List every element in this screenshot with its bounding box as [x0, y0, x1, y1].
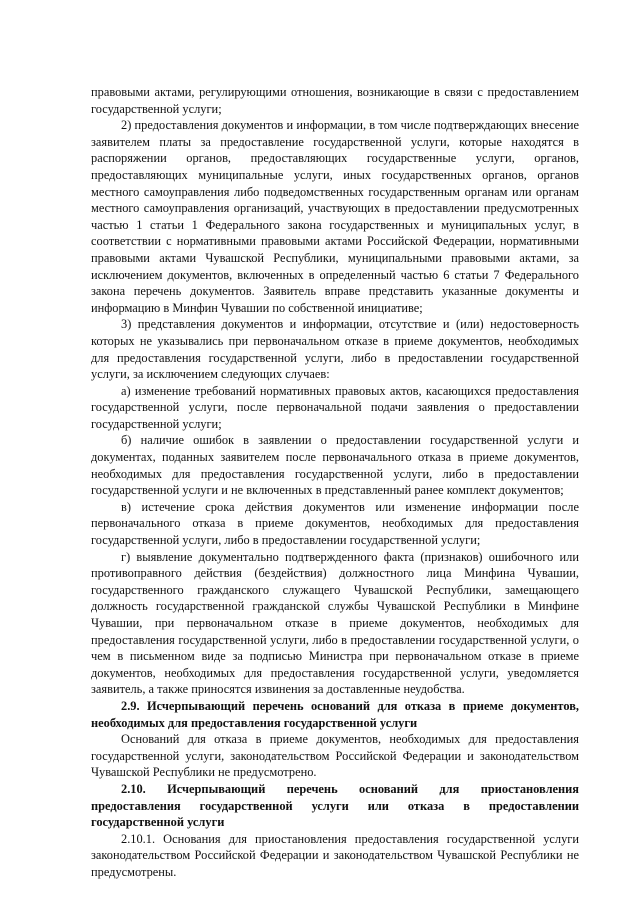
- paragraph-item-3: 3) представления документов и информации, отсутствие и (или) недостоверность которых не указывались при первоначальном отказе в приеме документов, необходимых для предоставления государственной услуги, либо в предоставлении государственной услуги, за исключением следующих случаев:: [91, 317, 579, 382]
- document-page: [91, 84, 579, 881]
- section-heading-2-9: 2.9. Исчерпывающий перечень оснований для отказа в приеме документов, необходимых для предоставления государственной услуги: [91, 698, 579, 730]
- paragraph-subitem-b: б) наличие ошибок в заявлении о предоставлении государственной услуги и документах, поданных заявителем после первоначального отказа в приеме документов, необходимых для предоставления государственной услуги, либо в предоставлении государственной услуги и не включенных в представленный ранее комплект документов;: [91, 433, 579, 498]
- paragraph-subitem-a: а) изменение требований нормативных правовых актов, касающихся предоставления государственной услуги, после первоначальной подачи заявления о предоставлении государственной услуги;: [91, 383, 579, 431]
- paragraph-subitem-v: в) истечение срока действия документов или изменение информации после первоначального отказа в приеме документов, необходимых для предоставления государственной услуги, либо в предоставлении государственной услуги;: [91, 499, 579, 548]
- paragraph-2-9-body: Оснований для отказа в приеме документов, необходимых для предоставления государственной услуги, законодательством Российской Федерации и законодательством Чувашской Республики не предусмотрено.: [91, 732, 579, 780]
- section-heading-2-10: 2.10. Исчерпывающий перечень оснований для приостановления предоставления государственной услуги или отказа в предоставлении государственной услуги: [91, 781, 579, 830]
- paragraph-item-2: 2) предоставления документов и информации, в том числе подтверждающих внесение заявителем платы за предоставление государственной услуги, которые находятся в распоряжении органов, предоставляющих государственные услуги, органов, предоставляющих муниципальные услуги, иных государственных органов, органов местного самоуправления либо подведомственных государственным органам или органам местного самоуправления организаций, участвующих в предоставлении предусмотренных частью 1 статьи 1 Федерального закона государственных и муниципальных услуг, в соответствии с нормативными правовыми актами Российской Федерации, нормативными правовыми актами Чувашской Республики, муниципальными правовыми актами, за исключением документов, включенных в определенный частью 6 статьи 7 Федерального закона перечень документов. Заявитель вправе представить указанные документы и информацию в Минфин Чувашии по собственной инициативе;: [91, 118, 579, 315]
- paragraph-continuation: правовыми актами, регулирующими отношения, возникающие в связи с предоставлением государственной услуги;: [91, 85, 579, 116]
- paragraph-subitem-g: г) выявление документально подтвержденного факта (признаков) ошибочного или противоправного действия (бездействия) должностного лица Минфина Чувашии, государственного гражданского служащего Чувашской Республики, замещающего должность государственной гражданской службы Чувашской Республики в Минфине Чувашии, при первоначальном отказе в приеме документов, необходимых для предоставления государственной услуги, либо в предоставлении государственной услуги, о чем в письменном виде за подписью Министра при первоначальном отказе в приеме документов, необходимых для предоставления государственной услуги, уведомляется заявитель, а также приносятся извинения за доставленные неудобства.: [91, 549, 579, 697]
- paragraph-2-10-1: 2.10.1. Основания для приостановления предоставления государственной услуги законодательством Российской Федерации и законодательством Чувашской Республики не предусмотрены.: [91, 831, 579, 879]
